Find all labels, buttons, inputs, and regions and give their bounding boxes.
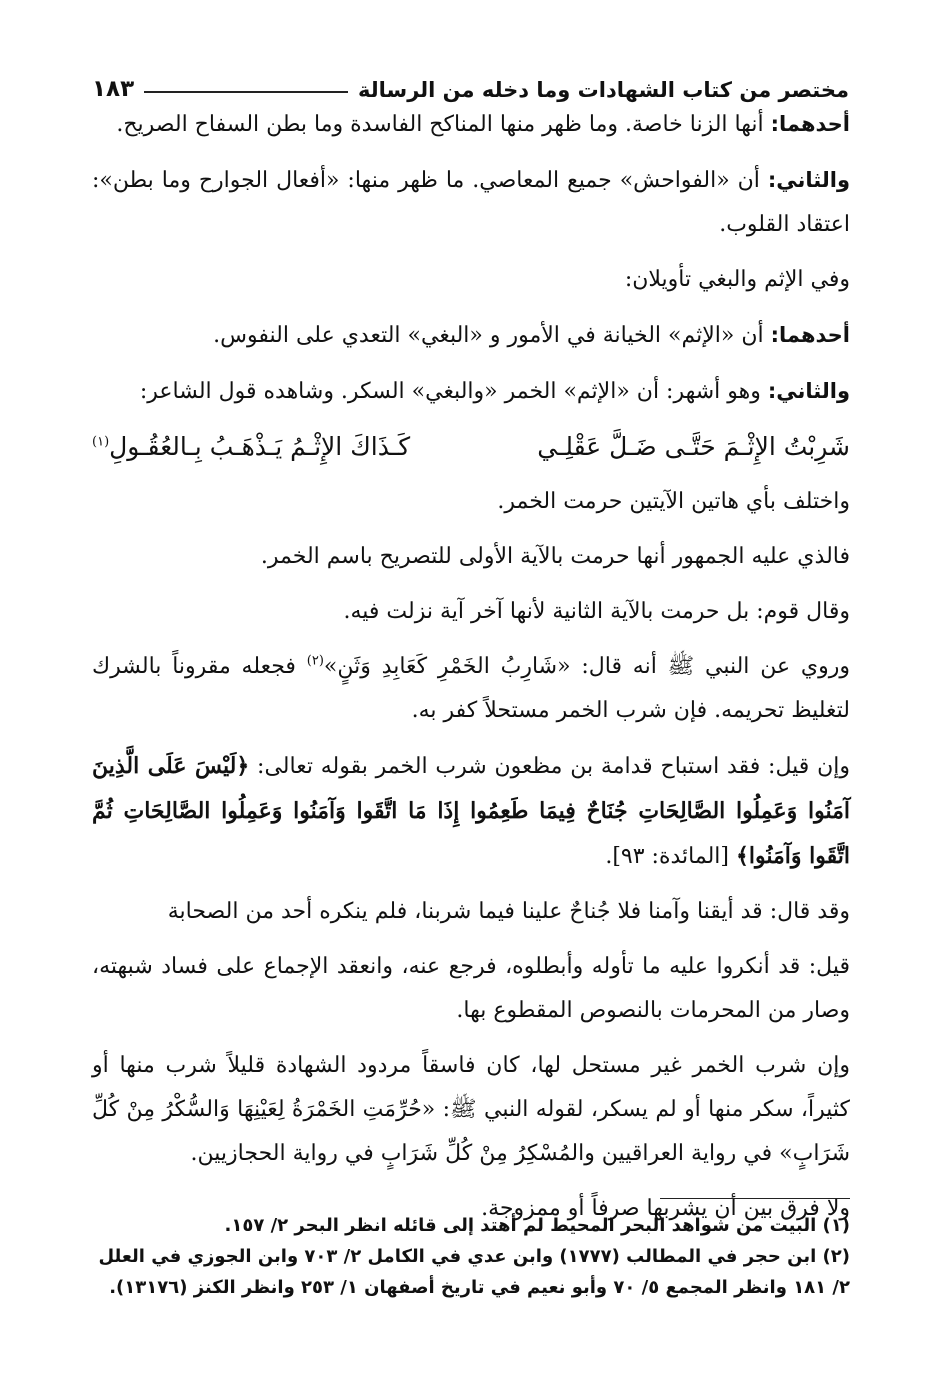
paragraph <box>92 590 850 634</box>
footnotes <box>88 1210 850 1303</box>
objection-intro: وإن قيل: فقد استباح قدامة بن مظعون شرب الخمر بقوله تعالى: <box>249 754 850 779</box>
paragraph <box>92 535 850 579</box>
paragraph <box>92 313 850 358</box>
paragraph-text: أنها الزنا خاصة. وما ظهر منها المناكح الفاسدة وما بطن السفاح الصريح. <box>116 112 771 137</box>
verse-second-hemistich <box>92 425 410 469</box>
footnote-ref: (١) <box>92 434 110 450</box>
paragraph-text: وفي الإثم والبغي تأويلان: <box>624 267 850 292</box>
paragraph <box>92 480 850 524</box>
hadith-text: وروي عن النبي ﷺ أنه قال: «شَارِبُ الخَمْرِ كَعَابِدِ وَثَنٍ» <box>323 654 850 679</box>
footnote-1: (١) البيت من شواهد البحر المحيط لم أهتد إلى قائله انظر البحر ٢/ ١٥٧. <box>224 1215 850 1236</box>
paragraph <box>92 258 850 302</box>
paragraph-text: أن «الإثم» الخيانة في الأمور و «البغي» التعدي على النفوس. <box>213 323 771 348</box>
paragraph-text: وإن شرب الخمر غير مستحل لها، كان فاسقاً مردود الشهادة قليلاً شرب منها أو كثيراً، سكر منها أو لم يسكر، لقوله النبي ﷺ: «حُرِّمَتِ الخَمْرَةُ لِعَيْنِهَا وَالسُّكْرُ مِنْ كُلِّ شَرَابٍ» في رواية العراقيين والمُسْكِرُ مِنْ كُلِّ شَرَابٍ في رواية الحجازيين. <box>92 1053 850 1166</box>
paragraph <box>92 158 850 247</box>
poetry-verse <box>92 425 850 469</box>
body-text <box>92 102 850 1242</box>
paragraph-text: فالذي عليه الجمهور أنها حرمت بالآية الأولى للتصريح باسم الخمر. <box>260 544 850 569</box>
paragraph-text: أن «الفواحش» جميع المعاصي. ما ظهر منها: «أفعال الجوارح وما بطن»: اعتقاد القلوب. <box>92 168 850 237</box>
footnote-divider <box>660 1198 850 1199</box>
paragraph-text: واختلف بأي هاتين الآيتين حرمت الخمر. <box>497 489 850 514</box>
hadith-comment: فجعله مقروناً بالشرك لتغليظ تحريمه. فإن شرب الخمر مستحلاً كفر به. <box>92 654 850 723</box>
paragraph <box>92 102 850 147</box>
paragraph-lead: أحدهما: <box>770 112 850 136</box>
verse-first-hemistich: شَرِبْتُ الإِثْـمَ حَتَّـى ضَـلَّ عَقْلِـي <box>537 432 850 461</box>
header-rule <box>144 91 348 93</box>
objection-paragraph <box>92 744 850 879</box>
quran-citation: [المائدة: ٩٣]. <box>605 844 736 869</box>
paragraph-lead: أحدهما: <box>770 323 850 347</box>
paragraph <box>92 945 850 1033</box>
verse-second-text: كَـذَاكَ الإِثْـمُ يَـذْهَـبُ بِـالعُقُـولِ <box>109 432 411 461</box>
quran-verse: ﴿لَيْسَ عَلَى الَّذِينَ آمَنُوا وَعَمِلُوا الصَّالِحَاتِ جُنَاحٌ فِيمَا طَعِمُوا إِذَا مَا اتَّقَوا وَآمَنُوا وَعَمِلُوا الصَّالِحَاتِ ثُمَّ اتَّقَوا وَآمَنُوا﴾ <box>92 753 850 869</box>
paragraph-text: وقد قال: قد أيقنا وآمنا فلا جُناحٌ علينا فيما شربنا، فلم ينكره أحد من الصحابة <box>167 899 850 924</box>
footnote-ref: (٢) <box>306 653 324 669</box>
paragraph-lead: والثاني: <box>767 379 850 403</box>
paragraph <box>92 1044 850 1176</box>
paragraph <box>92 890 850 934</box>
footnote-2: (٢) ابن حجر في المطالب (١٧٧٧) وابن عدي في الكامل ٢/ ٧٠٣ وابن الجوزي في العلل ٢/ ١٨١ وانظر المجمع ٥/ ٧٠ وأبو نعيم في تاريخ أصفهان ١/ ٢٥٣ وانظر الكنز (١٣١٧٦). <box>98 1246 850 1298</box>
paragraph-text: وهو أشهر: أن «الإثم» الخمر «والبغي» السكر. وشاهده قول الشاعر: <box>139 379 768 404</box>
paragraph <box>92 369 850 414</box>
paragraph-text: وقال قوم: بل حرمت بالآية الثانية لأنها آخر آية نزلت فيه. <box>343 599 850 624</box>
paragraph-lead: والثاني: <box>767 168 850 192</box>
running-title: مختصر من كتاب الشهادات وما دخله من الرسالة <box>358 78 849 102</box>
paragraph-text: ولا فرق بين أن يشربها صرفاً أو ممزوجة. <box>481 1196 850 1221</box>
paragraph-text: قيل: قد أنكروا عليه ما تأوله وأبطلوه، فرجع عنه، وانعقد الإجماع على فساد شبهته، وصار من المحرمات بالنصوص المقطوع بها. <box>92 954 850 1023</box>
page-header <box>92 62 849 102</box>
page-number: ١٨٣ <box>92 76 135 102</box>
hadith-paragraph <box>92 645 850 733</box>
